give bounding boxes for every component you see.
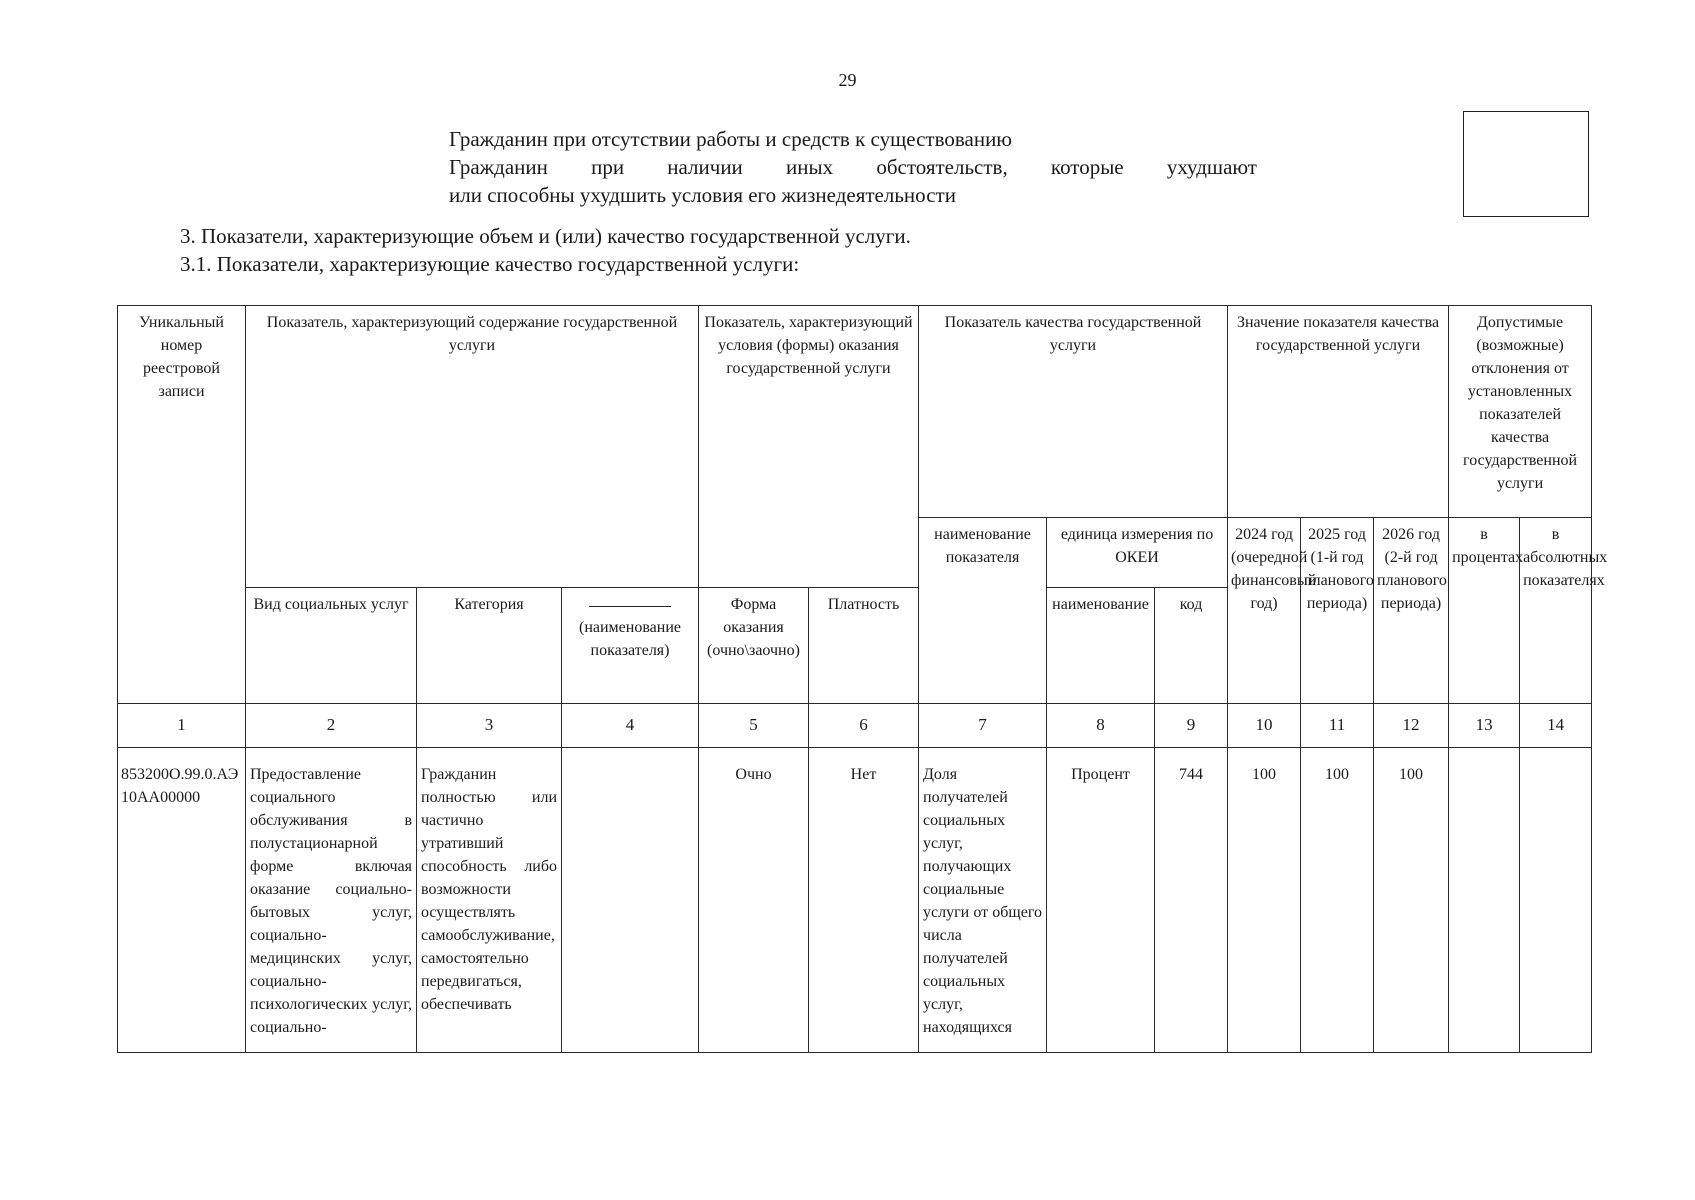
header-okei-name: наименование: [1047, 588, 1155, 704]
column-number: 4: [562, 704, 699, 748]
header-blank-indicator-label: (наименование показателя): [578, 619, 681, 659]
cell-form: Очно: [699, 748, 809, 1053]
column-number: 13: [1449, 704, 1520, 748]
header-quality-indicator: Показатель качества государственной услуги: [919, 306, 1228, 518]
page-number: 29: [838, 70, 857, 90]
section-heading: [180, 222, 911, 278]
header-deviations: Допустимые (возможные) отклонения от установленных показателей качества государственной услуги: [1449, 306, 1592, 518]
column-number: 7: [919, 704, 1047, 748]
header-year-2026: 2026 год (2-й год планового периода): [1374, 518, 1449, 704]
cell-unit-name: Процент: [1047, 748, 1155, 1053]
column-number: 1: [118, 704, 246, 748]
quality-indicators-table: [117, 305, 1608, 1053]
column-number: 12: [1374, 704, 1449, 748]
header-in-percent: в процентах: [1449, 518, 1520, 704]
cell-registry-number: 853200О.99.0.АЭ10АА00000: [118, 748, 246, 1053]
cell-blank-indicator: [562, 748, 699, 1053]
header-year-2024: 2024 год (очередной финансовый год): [1228, 518, 1301, 704]
header-blank-indicator: [562, 588, 699, 704]
header-registry-number: Уникальный номер реестровой записи: [118, 306, 246, 704]
intro-line: Гражданин при отсутствии работы и средств к существованию: [449, 127, 1012, 151]
cell-unit-code: 744: [1155, 748, 1228, 1053]
subsection-title: 3.1. Показатели, характеризующие качество государственной услуги:: [180, 252, 800, 276]
cell-payment: Нет: [809, 748, 919, 1053]
column-number: 8: [1047, 704, 1155, 748]
header-conditions-indicator: Показатель, характеризующий условия (формы) оказания государственной услуги: [699, 306, 919, 588]
cell-value-2024: 100: [1228, 748, 1301, 1053]
table-row: [118, 748, 1592, 1053]
column-number: 2: [246, 704, 417, 748]
column-number: 5: [699, 704, 809, 748]
column-number: 10: [1228, 704, 1301, 748]
header-content-indicator: Показатель, характеризующий содержание государственной услуги: [246, 306, 699, 588]
registry-code-box: [1463, 111, 1589, 217]
cell-value-2025: 100: [1301, 748, 1374, 1053]
column-number: 3: [417, 704, 562, 748]
column-number: 11: [1301, 704, 1374, 748]
header-form: Форма оказания (очно\заочно): [699, 588, 809, 704]
intro-line: Гражданин при наличии иных обстоятельств, которые ухудшают: [449, 155, 1257, 179]
cell-deviation-absolute: [1520, 748, 1592, 1053]
header-okei-code: код: [1155, 588, 1228, 704]
header-category: Категория: [417, 588, 562, 704]
column-number: 9: [1155, 704, 1228, 748]
column-number: 14: [1520, 704, 1592, 748]
blank-line: [589, 598, 671, 607]
header-year-2025: 2025 год (1-й год планового периода): [1301, 518, 1374, 704]
cell-indicator-name: Доля получателей социальных услуг, получающих социальные услуги от общего числа получателей социальных услуг, находящихся: [919, 748, 1047, 1053]
cell-value-2026: 100: [1374, 748, 1449, 1053]
header-payment: Платность: [809, 588, 919, 704]
column-number: 6: [809, 704, 919, 748]
header-quality-value: Значение показателя качества государственной услуги: [1228, 306, 1449, 518]
cell-deviation-percent: [1449, 748, 1520, 1053]
header-service-type: Вид социальных услуг: [246, 588, 417, 704]
header-indicator-name: наименование показателя: [919, 518, 1047, 704]
header-in-absolute: в абсолютных показателях: [1520, 518, 1592, 704]
cell-category: Гражданин полностью или частично утративший способность либо возможности осуществлять самообслуживание, самостоятельно передвигаться, обеспечивать: [417, 748, 562, 1053]
section-title: 3. Показатели, характеризующие объем и (или) качество государственной услуги.: [180, 224, 911, 248]
cell-service-type: Предоставление социального обслуживания в полустационарной форме включая оказание социально-бытовых услуг, социально-медицинских услуг, социально-психологических услуг, социально-: [246, 748, 417, 1053]
intro-line: или способны ухудшить условия его жизнедеятельности: [449, 183, 956, 207]
header-okei-unit: единица измерения по ОКЕИ: [1047, 518, 1228, 588]
intro-paragraph: [449, 125, 1257, 209]
